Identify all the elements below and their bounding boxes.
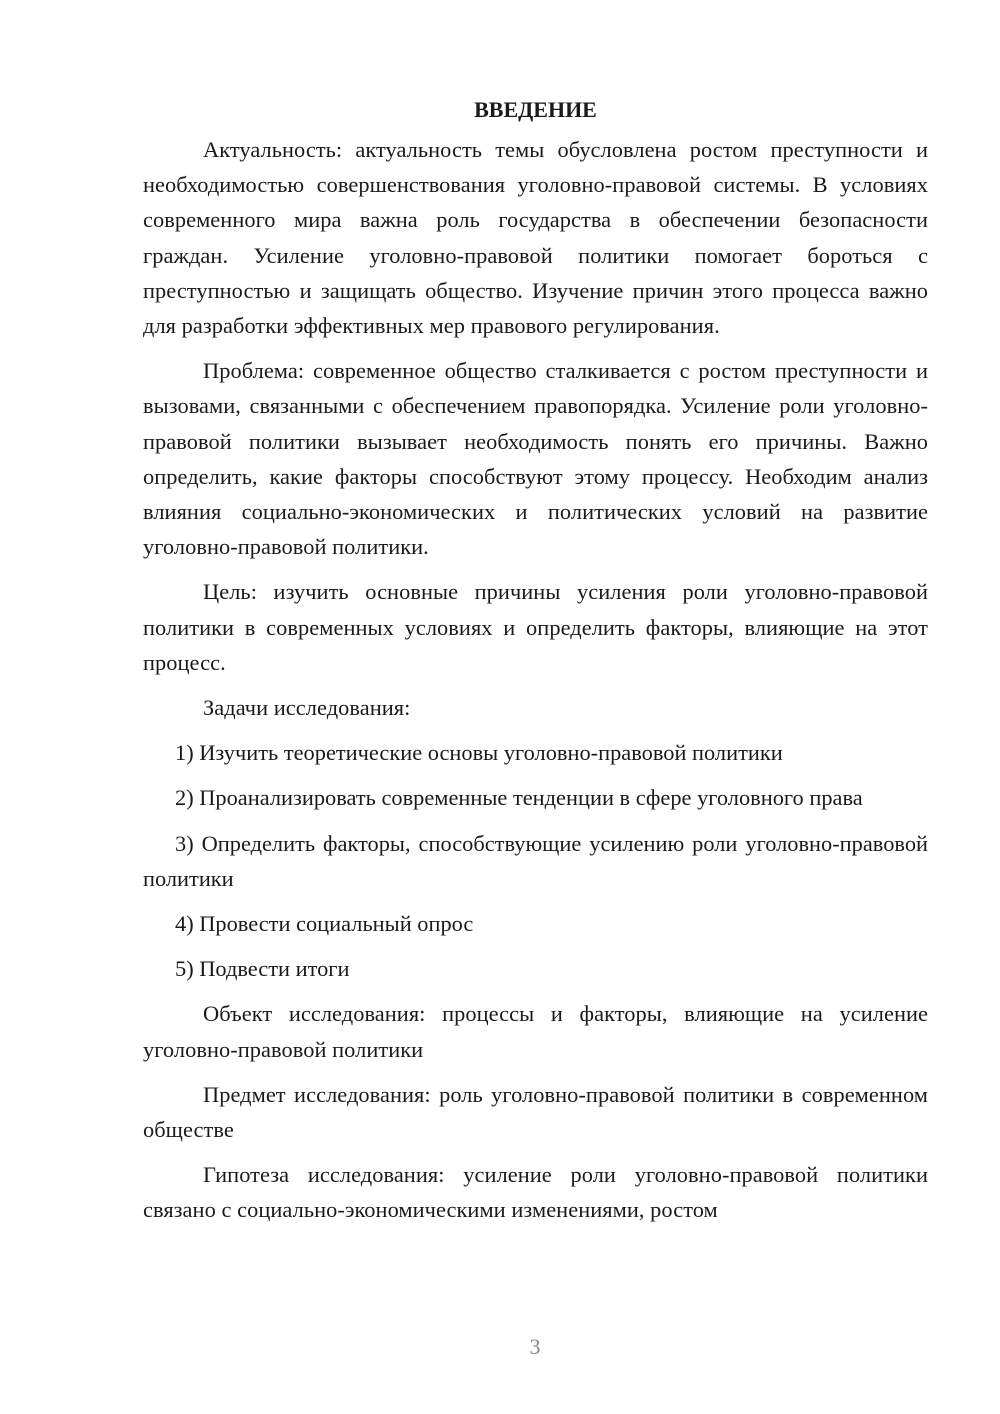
page-number: 3 bbox=[529, 1334, 541, 1359]
task-item: 1) Изучить теоретические основы уголовно-правовой политики bbox=[175, 740, 783, 766]
relevance-paragraph: Актуальность: актуальность темы обусловлена ростом преступности и необходимостью совершенствования уголовно-правовой системы. В условиях современного мира важна роль государства в обеспечении безопасности граждан. Усиление уголовно-правовой политики помогает бороться с преступностью и защищать общество. Изучение причин этого процесса важно для разработки эффективных мер правового регулирования. bbox=[143, 137, 928, 339]
task-item: 4) Провести социальный опрос bbox=[175, 911, 474, 937]
goal-paragraph: Цель: изучить основные причины усиления роли уголовно-правовой политики в современных условиях и определить факторы, влияющие на этот процесс. bbox=[143, 579, 928, 675]
tasks-heading: Задачи исследования: bbox=[203, 695, 411, 721]
problem-paragraph: Проблема: современное общество сталкивается с ростом преступности и вызовами, связанными с обеспечением правопорядка. Усиление роли уголовно-правовой политики вызывает необходимость понять его причины. Важно определить, какие факторы способствуют этому процессу. Необходим анализ влияния социально-экономических и политических условий на развитие уголовно-правовой политики. bbox=[143, 358, 928, 560]
task-item: 5) Подвести итоги bbox=[175, 956, 350, 982]
task-item: 2) Проанализировать современные тенденции в сфере уголовного права bbox=[175, 785, 863, 811]
hypothesis-paragraph: Гипотеза исследования: усиление роли уголовно-правовой политики связано с социально-экономическими изменениями, ростом bbox=[143, 1162, 928, 1223]
page-title: ВВЕДЕНИЕ bbox=[474, 97, 597, 122]
page-content bbox=[143, 92, 928, 1228]
subject-paragraph: Предмет исследования: роль уголовно-правовой политики в современном обществе bbox=[143, 1081, 928, 1143]
task-item: 3) Определить факторы, способствующие усилению роли уголовно-правовой политики bbox=[143, 830, 928, 891]
object-paragraph: Объект исследования: процессы и факторы, влияющие на усиление уголовно-правовой политики bbox=[143, 1001, 928, 1062]
